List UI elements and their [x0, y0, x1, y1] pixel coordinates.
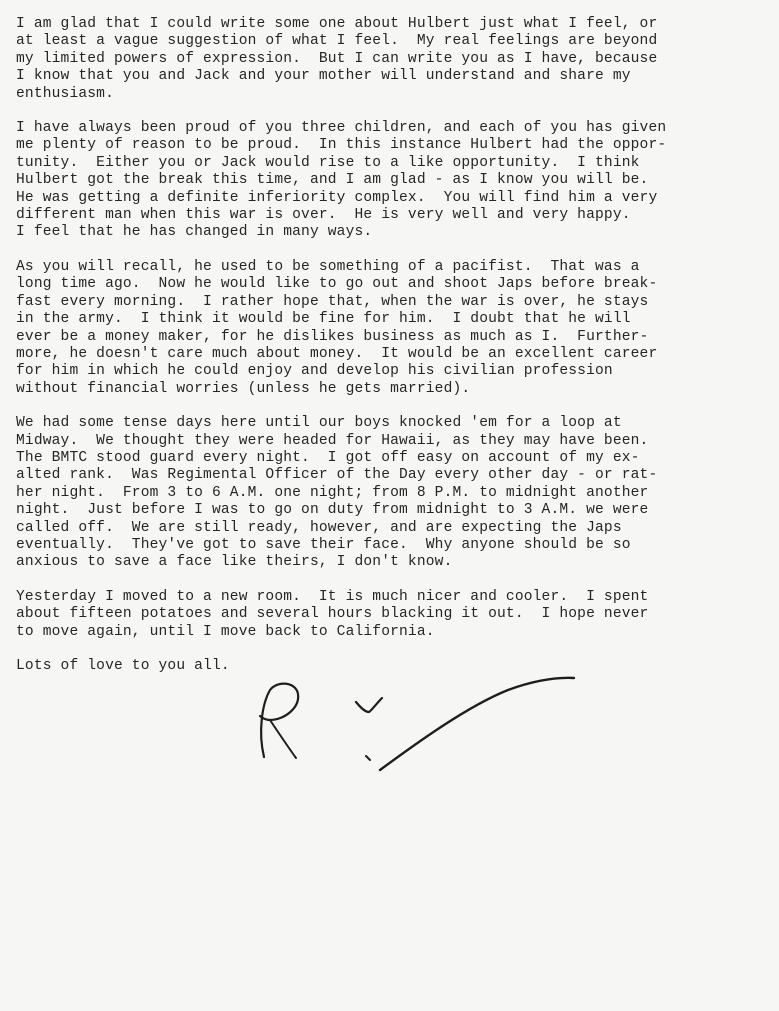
handwritten-signature	[240, 662, 590, 787]
paragraph-midway: We had some tense days here until our boys knocked 'em for a loop at Midway. We thought they were headed for Hawaii, as they may have been. The BMTC stood guard every night. I got off easy on account of my ex- alted rank. Was Regimental Officer of the Day every other day - or rat- her night. From 3 to 6 A.M. one night; from 8 P.M. to midnight another night. Just before I was to go on duty from midnight to 3 A.M. we were called off. We are still ready, however, and are expecting the Japs eventually. They've got to save their face. Why anyone should be so anxious to save a face like theirs, I don't know.	[16, 415, 658, 571]
letter-body	[16, 16, 756, 675]
paragraph-closing: Lots of love to you all.	[16, 658, 230, 674]
paragraph-pacifist: As you will recall, he used to be something of a pacifist. That was a long time ago. Now he would like to go out and shoot Japs before break- fast every morning. I rather hope that, when the war is over, he stays in the army. I think it would be fine for him. I doubt that he will ever be a money maker, for he dislikes business as much as I. Further- more, he doesn't care much about money. It would be an excellent career for him in which he could enjoy and develop his civilian profession without financial worries (unless he gets married).	[16, 258, 658, 397]
paragraph-hulbert-feelings: I am glad that I could write some one about Hulbert just what I feel, or at least a vague suggestion of what I feel. My real feelings are beyond my limited powers of expression. But I can write you as I have, because I know that you and Jack and your mother will understand and share my enthusiasm.	[16, 16, 658, 102]
paragraph-new-room: Yesterday I moved to a new room. It is much nicer and cooler. I spent about fifteen potatoes and several hours blacking it out. I hope never to move again, until I move back to California.	[16, 588, 649, 640]
paragraph-proud-of-children: I have always been proud of you three children, and each of you has given me plenty of reason to be proud. In this instance Hulbert had the oppor- tunity. Either you or Jack would rise to a like opportunity. I think Hulbert got the break this time, and I am glad - as I know you will be. He was getting a definite inferiority complex. You will find him a very different man when this war is over. He is very well and very happy. I feel that he has changed in many ways.	[16, 120, 667, 241]
